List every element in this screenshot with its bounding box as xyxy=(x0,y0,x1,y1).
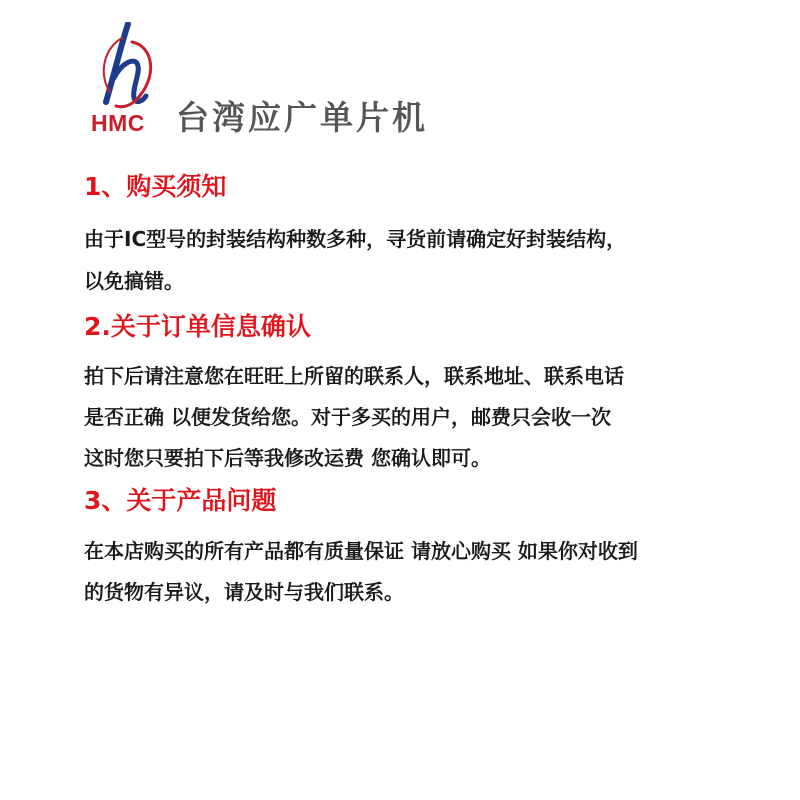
section-heading-purchase-notice: 1、购买须知 xyxy=(84,172,227,201)
section-text-line: 这时您只要拍下后等我修改运费 您确认即可。 xyxy=(84,446,491,470)
section-heading-product-issues: 3、关于产品问题 xyxy=(84,486,277,515)
section-text-line: 以免搞错。 xyxy=(84,269,184,293)
logo-text: HMC xyxy=(91,110,145,136)
section-text-line: 在本店购买的所有产品都有质量保证 请放心购买 如果你对收到 xyxy=(84,539,638,563)
brand-logo xyxy=(88,22,168,140)
section-text-line: 是否正确 以便发货给您。对于多买的用户，邮费只会收一次 xyxy=(84,405,611,429)
hmc-h-emblem-icon xyxy=(92,22,162,114)
section-text-line: 由于IC型号的封装结构种数多种，寻货前请确定好封装结构， xyxy=(84,227,627,251)
section-text-line: 的货物有异议，请及时与我们联系。 xyxy=(84,580,404,604)
section-heading-order-confirm: 2.关于订单信息确认 xyxy=(84,312,311,341)
company-name: 台湾应广单片机 xyxy=(176,98,428,137)
section-text-line: 拍下后请注意您在旺旺上所留的联系人，联系地址、联系电话 xyxy=(84,364,624,388)
